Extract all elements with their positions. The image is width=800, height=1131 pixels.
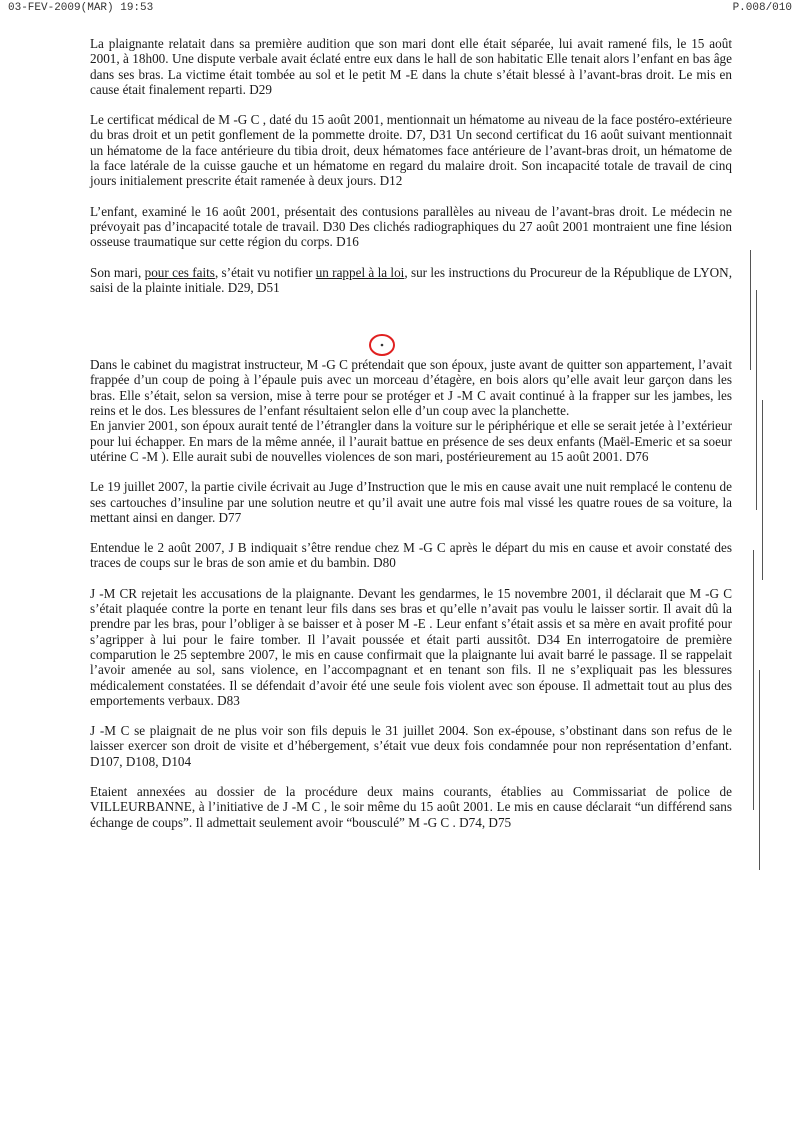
fax-page-number: P.008/010	[732, 2, 792, 14]
paragraph: En janvier 2001, son époux aurait tenté de l’étrangler dans la voiture sur le périphérique et elle se serait jetée à l’extérieur pour lui échapper. En mars de la même année, il l’aurait battue en présence de ses deux enfants (Maël-Emeric et sa soeur utérine C -M ). Elle aurait subi de nouvelles violences de son mari, postérieurement au 15 août 2001. D76	[90, 418, 732, 464]
text-segment: , s’était vu notifier	[214, 264, 316, 280]
paragraph: Le certificat médical de M -G C , daté du 15 août 2001, mentionnait un hématome au niveau de la face postéro-extérieure du bras droit et un petit gonflement de la pommette droite. D7, D31 Un second certificat du 16 août suivant mentionnait un hématome de la face antérieure du tibia droit, deux hématomes face antérieure de l’avant-bras droit, un hématome de la face latérale de la cuisse gauche et un hématome en regard du malaire droit. Son incapacité totale de travail de cinq jours initialement prescrite était ramenée à deux jours. D12	[90, 112, 732, 189]
fax-date: 03-FEV-2009(MAR) 19:53	[8, 2, 154, 14]
paragraph: J -M CR rejetait les accusations de la plaignante. Devant les gendarmes, le 15 novembre 2001, il déclarait que M -G C s’était plaquée contre la porte en tenant leur fils dans ses bras et qu’elle n’avait pas voulu le laisser sortir. Il avait dû la prendre par les bras, pour l’obliger à se baisser et à poser M -E . Leur enfant s’était assis et sa mère en avait profité pour s’agripper à lui pour le faire tomber. Il l’avait poussée et était parti aussitôt. D34 En interrogatoire de première comparution le 25 septembre 2007, le mis en cause confirmait que la plaignante lui avait barré le passage. Il se rappelait l’avoir amenée au sol, sans violence, en l’accompagnant et en tenant son fils. Il ne s’expliquait pas les blessures médicalement constatées. Il se défendait d’avoir été une seule fois violent avec son épouse. Il admettait tout au plus des emportements verbaux. D83	[90, 585, 732, 708]
scan-edge-marks	[748, 250, 778, 1130]
underlined-text: un rappel à la loi	[315, 264, 405, 280]
paragraph: Dans le cabinet du magistrat instructeur, M -G C prétendait que son époux, juste avant de quitter son appartement, l’avait frappée d’un coup de poing à l’épaule puis avec un morceau d’étagère, en bois alors qu’elle avait leur garçon dans les bras. Elle s’était, selon sa version, mise à terre pour se protéger et J -M C avait continué à la frapper sur les jambes, les reins et le dos. Les blessures de l’enfant résultaient selon elle d’un coup avec la planchette.	[90, 357, 732, 419]
paragraph: L’enfant, examiné le 16 août 2001, présentait des contusions parallèles au niveau de l’avant-bras droit. Le médecin ne prévoyait pas d’incapacité totale de travail. D30 Des clichés radiographiques du 27 août 2001 montraient une fine lésion osseuse traumatique sur cette région du corps. D16	[90, 203, 732, 250]
paragraph: Le 19 juillet 2007, la partie civile écrivait au Juge d’Instruction que le mis en cause avait une nuit remplacé le contenu de ses cartouches d’insuline par une solution neutre et qu’il avait une autre fois mal vissé les quatre roues de sa voiture, la mettant ainsi en danger. D77	[90, 479, 732, 525]
text-segment: , sur les instructions du Procureur de la République de LYON, saisi de la plainte initiale. D29, D51	[90, 264, 732, 295]
fax-header	[8, 2, 792, 18]
paragraph: Entendue le 2 août 2007, J B indiquait s’être rendue chez M -G C après le départ du mis en cause et avoir constaté des traces de coups sur le bras de son amie et du bambin. D80	[90, 540, 732, 571]
text-segment: Son mari,	[90, 264, 145, 280]
paragraph: La plaignante relatait dans sa première audition que son mari dont elle était séparée, lui avait ramené fils, le 15 août 2001, à 18h00. Une dispute verbale avait éclaté entre eux dans le hall de son habitatic Elle tenait alors l’enfant en bas âge dans ses bras. La victime était tombée au sol et le petit M -E dans la chute s’était blessé à l’avant-bras droit. Le mis en cause était finalement reparti. D29	[90, 36, 732, 97]
paragraph	[90, 265, 732, 296]
paragraph: Etaient annexées au dossier de la procédure deux mains courants, établies au Commissariat de police de VILLEURBANNE, à l’initiative de J -M C , le soir même du 15 août 2001. Le mis en cause déclarait “un différend sans échange de coups”. Il admettait seulement avoir “bousculé” M -G C . D74, D75	[90, 783, 732, 830]
red-circle-annotation	[367, 333, 397, 357]
paragraph: J -M C se plaignait de ne plus voir son fils depuis le 31 juillet 2004. Son ex-épouse, s’obstinant dans son refus de le laisser exercer son droit de visite et d’hébergement, s’était vue deux fois condamnée pour non représentation d’enfant. D107, D108, D104	[90, 723, 732, 769]
document-body	[90, 36, 732, 830]
underlined-text: pour ces faits	[144, 264, 215, 280]
